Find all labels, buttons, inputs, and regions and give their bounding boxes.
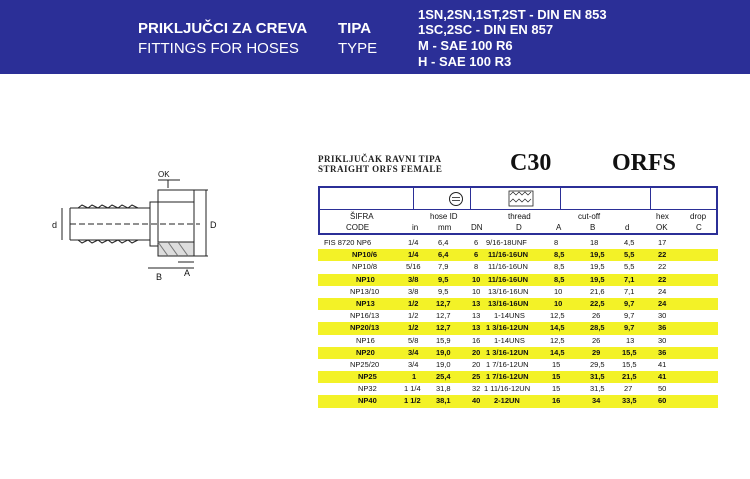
spec-line-4: H - SAE 100 R3 bbox=[418, 54, 512, 69]
product-code: C30 bbox=[510, 150, 552, 176]
cell-hex: 36 bbox=[658, 323, 667, 333]
table-row bbox=[318, 274, 718, 286]
header-banner bbox=[0, 0, 750, 74]
cell-code: NP13/10 bbox=[350, 286, 380, 296]
cell-hex: 60 bbox=[658, 396, 667, 406]
cell-mm: 31,8 bbox=[436, 384, 451, 394]
type-label: TYPE bbox=[338, 40, 378, 57]
label-d-small: d bbox=[52, 220, 58, 230]
table-row bbox=[318, 310, 718, 322]
cell-d: 15,5 bbox=[622, 347, 637, 357]
cell-code: NP10/6 bbox=[352, 250, 378, 260]
header-code: CODE bbox=[346, 223, 370, 232]
table-body bbox=[318, 237, 718, 408]
cell-hex: 50 bbox=[658, 384, 667, 394]
header-drop: drop bbox=[690, 212, 707, 221]
cell-mm: 15,9 bbox=[436, 335, 451, 345]
cell-dn: 32 bbox=[472, 384, 481, 394]
cell-dn: 20 bbox=[472, 359, 481, 369]
cell-in: 3/8 bbox=[408, 274, 419, 284]
cell-code: NP10 bbox=[356, 274, 375, 284]
cell-in: 1 1/2 bbox=[404, 396, 421, 406]
cell-hex: 22 bbox=[658, 262, 667, 272]
cell-dn: 6 bbox=[474, 250, 479, 260]
cell-a: 8,5 bbox=[554, 274, 565, 284]
product-name-english: STRAIGHT ORFS FEMALE bbox=[318, 164, 443, 174]
cell-mm: 12,7 bbox=[436, 323, 451, 333]
cell-mm: 9,5 bbox=[438, 286, 449, 296]
cell-mm: 25,4 bbox=[436, 372, 451, 382]
cell-a: 14,5 bbox=[550, 323, 565, 333]
cell-thread: 1 7/16-12UN bbox=[486, 372, 529, 382]
cell-b: 26 bbox=[592, 311, 601, 321]
cell-mm: 12,7 bbox=[436, 311, 451, 321]
cell-code: NP20/13 bbox=[350, 323, 380, 333]
cell-dn: 13 bbox=[472, 298, 481, 308]
cell-dn: 8 bbox=[474, 262, 479, 272]
header-in: in bbox=[412, 223, 419, 232]
cell-d: 5,5 bbox=[624, 262, 635, 272]
cell-thread: 1-14UNS bbox=[494, 311, 525, 321]
header-a: A bbox=[556, 223, 562, 232]
cell-a: 12,5 bbox=[550, 311, 565, 321]
cell-dn: 40 bbox=[472, 396, 481, 406]
label-d-big: D bbox=[210, 220, 217, 230]
cell-d: 33,5 bbox=[622, 396, 637, 406]
cell-hex: 24 bbox=[658, 298, 667, 308]
header-c: C bbox=[696, 223, 702, 232]
cell-in: 1/2 bbox=[408, 298, 419, 308]
spec-line-3: M - SAE 100 R6 bbox=[418, 38, 513, 53]
cell-code: NP40 bbox=[358, 396, 377, 406]
cell-mm: 7,9 bbox=[438, 262, 449, 272]
cell-thread: 9/16-18UNF bbox=[486, 238, 527, 247]
label-ok: OK bbox=[158, 170, 170, 179]
header-thread: thread bbox=[508, 212, 531, 221]
cell-in: 1/2 bbox=[408, 311, 419, 321]
cell-thread: 11/16-16UN bbox=[488, 250, 529, 260]
cell-mm: 6,4 bbox=[438, 238, 449, 247]
cell-d: 7,1 bbox=[624, 274, 635, 284]
table-row bbox=[318, 347, 718, 359]
cell-thread: 1-14UNS bbox=[494, 335, 525, 345]
header-d-small: d bbox=[625, 223, 630, 232]
circle-section-icon bbox=[448, 191, 464, 207]
title-english: FITTINGS FOR HOSES bbox=[138, 40, 299, 57]
cell-hex: 17 bbox=[658, 238, 667, 247]
cell-hex: 22 bbox=[658, 274, 667, 284]
cell-hex: 36 bbox=[658, 347, 667, 357]
cell-b: 34 bbox=[592, 396, 601, 406]
cell-thread: 11/16-16UN bbox=[488, 274, 529, 284]
cell-thread: 2-12UN bbox=[494, 396, 520, 406]
cell-a: 12,5 bbox=[550, 335, 565, 345]
cell-in: 1/4 bbox=[408, 250, 419, 260]
cell-hex: 24 bbox=[658, 286, 667, 296]
header-dn: DN bbox=[471, 223, 483, 232]
cell-dn: 16 bbox=[472, 335, 481, 345]
cell-b: 19,5 bbox=[590, 250, 605, 260]
cell-in: 1/2 bbox=[408, 323, 419, 333]
table-row bbox=[318, 261, 718, 273]
table-row bbox=[318, 383, 718, 395]
title-serbian: PRIKLJUČCI ZA CREVA bbox=[138, 20, 308, 37]
fitting-drawing bbox=[40, 150, 220, 290]
cell-b: 31,5 bbox=[590, 372, 605, 382]
cell-thread: 13/16-16UN bbox=[488, 298, 529, 308]
cell-code: NP16 bbox=[356, 335, 375, 345]
cell-code: NP32 bbox=[358, 384, 377, 394]
cell-thread: 1 7/16-12UN bbox=[486, 359, 529, 369]
cell-dn: 25 bbox=[472, 372, 481, 382]
table-row bbox=[318, 249, 718, 261]
table-row bbox=[318, 359, 718, 371]
tipa-label: TIPA bbox=[338, 20, 372, 37]
thread-icon bbox=[508, 190, 534, 207]
header-hex: hex bbox=[656, 212, 669, 221]
table-row bbox=[318, 286, 718, 298]
cell-thread: 1 3/16-12UN bbox=[486, 323, 529, 333]
cell-d: 27 bbox=[624, 384, 633, 394]
cell-thread: 11/16-16UN bbox=[488, 262, 528, 272]
cell-code: NP25 bbox=[358, 372, 377, 382]
cell-mm: 19,0 bbox=[436, 347, 451, 357]
cell-code: NP16/13 bbox=[350, 311, 380, 321]
cell-d: 7,1 bbox=[624, 286, 635, 296]
cell-in: 3/4 bbox=[408, 347, 419, 357]
cell-d: 9,7 bbox=[624, 311, 635, 321]
cell-in: 5/16 bbox=[406, 262, 421, 272]
cell-in: 3/4 bbox=[408, 359, 419, 369]
cell-b: 31,5 bbox=[590, 384, 605, 394]
table-row bbox=[318, 237, 718, 249]
cell-b: 19,5 bbox=[590, 262, 605, 272]
cell-dn: 13 bbox=[472, 323, 481, 333]
cell-mm: 6,4 bbox=[438, 250, 449, 260]
cell-dn: 10 bbox=[472, 274, 481, 284]
cell-d: 13 bbox=[626, 335, 635, 345]
cell-a: 15 bbox=[552, 359, 561, 369]
cell-thread: 13/16-16UN bbox=[488, 286, 529, 296]
cell-in: 1/4 bbox=[408, 238, 419, 247]
header-d: D bbox=[516, 223, 522, 232]
cell-d: 5,5 bbox=[624, 250, 635, 260]
table-header bbox=[318, 186, 718, 235]
cell-a: 10 bbox=[554, 298, 563, 308]
label-b: B bbox=[156, 272, 163, 282]
cell-code: NP13 bbox=[356, 298, 375, 308]
cell-mm: 12,7 bbox=[436, 298, 451, 308]
cell-mm: 38,1 bbox=[436, 396, 451, 406]
cell-in: 1 bbox=[412, 372, 417, 382]
cell-in: 5/8 bbox=[408, 335, 419, 345]
cell-a: 10 bbox=[554, 286, 563, 296]
cell-b: 19,5 bbox=[590, 274, 605, 284]
cell-b: 21,6 bbox=[590, 286, 605, 296]
cell-hex: 22 bbox=[658, 250, 667, 260]
product-name-serbian: PRIKLJUČAK RAVNI TIPA bbox=[318, 154, 442, 164]
cell-in: 1 1/4 bbox=[404, 384, 421, 394]
cell-d: 4,5 bbox=[624, 238, 635, 247]
cell-mm: 19,0 bbox=[436, 359, 451, 369]
cell-in: 3/8 bbox=[408, 286, 419, 296]
cell-thread: 1 3/16-12UN bbox=[486, 347, 529, 357]
cell-code: NP20 bbox=[356, 347, 375, 357]
cell-code: NP25/20 bbox=[350, 359, 380, 369]
spec-line-2: 1SC,2SC - DIN EN 857 bbox=[418, 22, 554, 37]
cell-code: NP10/8 bbox=[352, 262, 378, 272]
table-row bbox=[318, 298, 718, 310]
label-a: A bbox=[184, 268, 191, 278]
cell-code: FIS 8720 NP6 bbox=[324, 238, 372, 247]
cell-b: 22,5 bbox=[590, 298, 605, 308]
header-cutoff: cut-off bbox=[578, 212, 601, 221]
table-row bbox=[318, 371, 718, 383]
cell-d: 15,5 bbox=[622, 359, 637, 369]
cell-a: 14,5 bbox=[550, 347, 565, 357]
header-ok: OK bbox=[656, 223, 668, 232]
header-hose-id: hose ID bbox=[430, 212, 458, 221]
cell-dn: 10 bbox=[472, 286, 481, 296]
cell-b: 29,5 bbox=[590, 359, 605, 369]
cell-dn: 13 bbox=[472, 311, 481, 321]
table-row bbox=[318, 335, 718, 347]
cell-a: 16 bbox=[552, 396, 561, 406]
header-sifra: ŠIFRA bbox=[350, 212, 374, 221]
table-row bbox=[318, 395, 718, 407]
cell-hex: 30 bbox=[658, 335, 667, 345]
cell-dn: 6 bbox=[474, 238, 479, 247]
cell-mm: 9,5 bbox=[438, 274, 449, 284]
cell-hex: 30 bbox=[658, 311, 667, 321]
cell-hex: 41 bbox=[658, 359, 667, 369]
cell-b: 26 bbox=[592, 335, 601, 345]
cell-b: 18 bbox=[590, 238, 599, 247]
cell-a: 15 bbox=[552, 372, 561, 382]
cell-a: 15 bbox=[552, 384, 561, 394]
spec-line-1: 1SN,2SN,1ST,2ST - DIN EN 853 bbox=[418, 7, 607, 22]
product-series: ORFS bbox=[612, 150, 677, 176]
cell-b: 29 bbox=[592, 347, 601, 357]
cell-b: 28,5 bbox=[590, 323, 605, 333]
cell-dn: 20 bbox=[472, 347, 481, 357]
cell-d: 9,7 bbox=[624, 323, 635, 333]
fitting-drawing-svg bbox=[40, 150, 220, 290]
cell-hex: 41 bbox=[658, 372, 667, 382]
cell-d: 21,5 bbox=[622, 372, 637, 382]
cell-thread: 1 11/16-12UN bbox=[484, 384, 531, 394]
header-b: B bbox=[590, 223, 596, 232]
header-mm: mm bbox=[438, 223, 452, 232]
cell-a: 8 bbox=[554, 238, 559, 247]
cell-a: 8,5 bbox=[554, 250, 565, 260]
cell-a: 8,5 bbox=[554, 262, 565, 272]
table-row bbox=[318, 322, 718, 334]
cell-d: 9,7 bbox=[624, 298, 635, 308]
